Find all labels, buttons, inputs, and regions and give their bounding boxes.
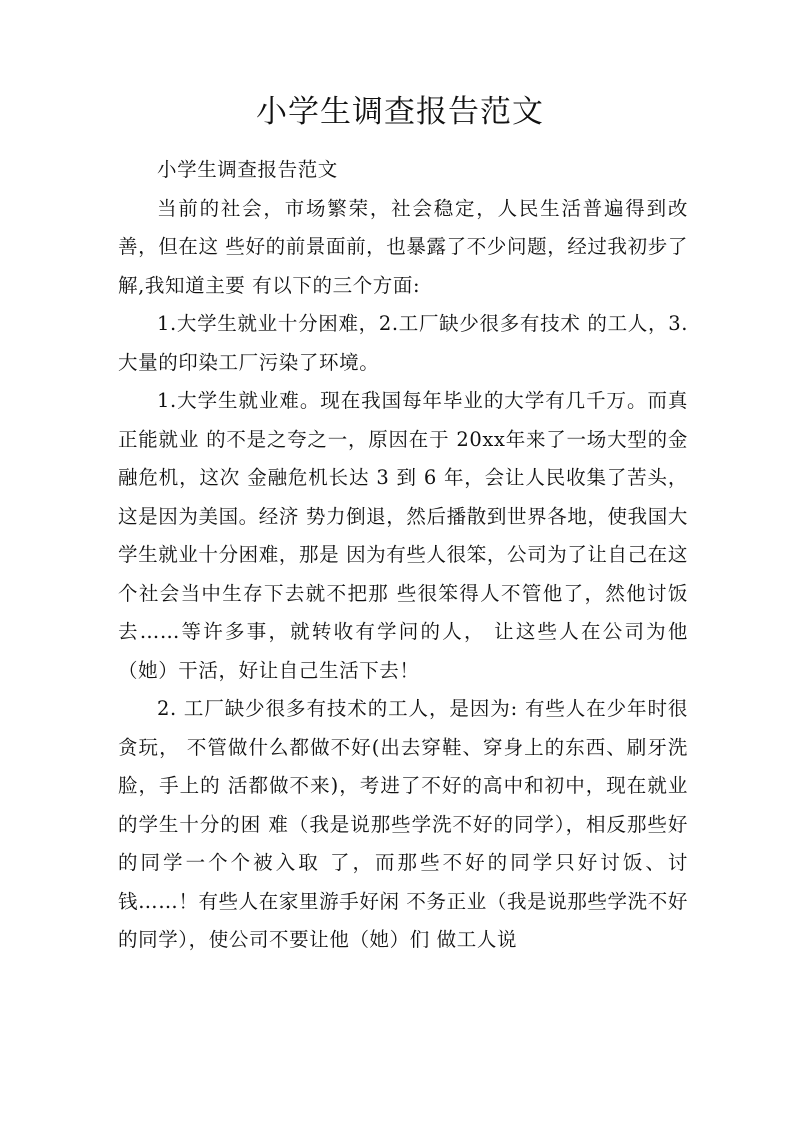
- intro-paragraph: 当前的社会，市场繁荣，社会稳定，人民生活普遍得到改善，但在这 些好的前景面前，也暴露了不少问题，经过我初步了解,我知道主要 有以下的三个方面:: [118, 196, 688, 297]
- document-body: [118, 151, 688, 960]
- subtitle-paragraph: 小学生调查报告范文: [157, 158, 338, 181]
- document-title: 小学生调查报告范文: [256, 94, 544, 130]
- skilled-workers-paragraph: 2. 工厂缺少很多有技术的工人，是因为: 有些人在少年时很贪玩， 不管做什么都做不好(出去穿鞋、穿身上的东西、刷牙洗脸，手上的 活都做不来)，考进了不好的高中和初中，现在就业的学生十分的困 难（我是说那些学洗不好的同学），相反那些好的同学一个个被入取 了，而那些不好的同学只好讨饭、讨钱……！有些人在家里游手好闲 不务正业（我是说那些学洗不好的同学），使公司不要让他（她）们 做工人说: [118, 697, 688, 951]
- summary-paragraph: 1.大学生就业十分困难，2.工厂缺少很多有技术 的工人，3.大量的印染工厂污染了环境。: [118, 312, 688, 374]
- employment-paragraph: 1.大学生就业难。现在我国每年毕业的大学有几千万。而真正能就业 的不是之夸之一，原因在于 20xx年来了一场大型的金融危机，这次 金融危机长达 3 到 6 年，会让人民收集了苦头，这是因为美国。经济 势力倒退，然后播散到世界各地，使我国大学生就业十分困难，那是 因为有些人很笨，公司为了让自己在这个社会当中生存下去就不把那 些很笨得人不管他了，然他讨饭去……等许多事，就转收有学问的人， 让这些人在公司为他（她）干活，好让自己生活下去！: [118, 389, 688, 682]
